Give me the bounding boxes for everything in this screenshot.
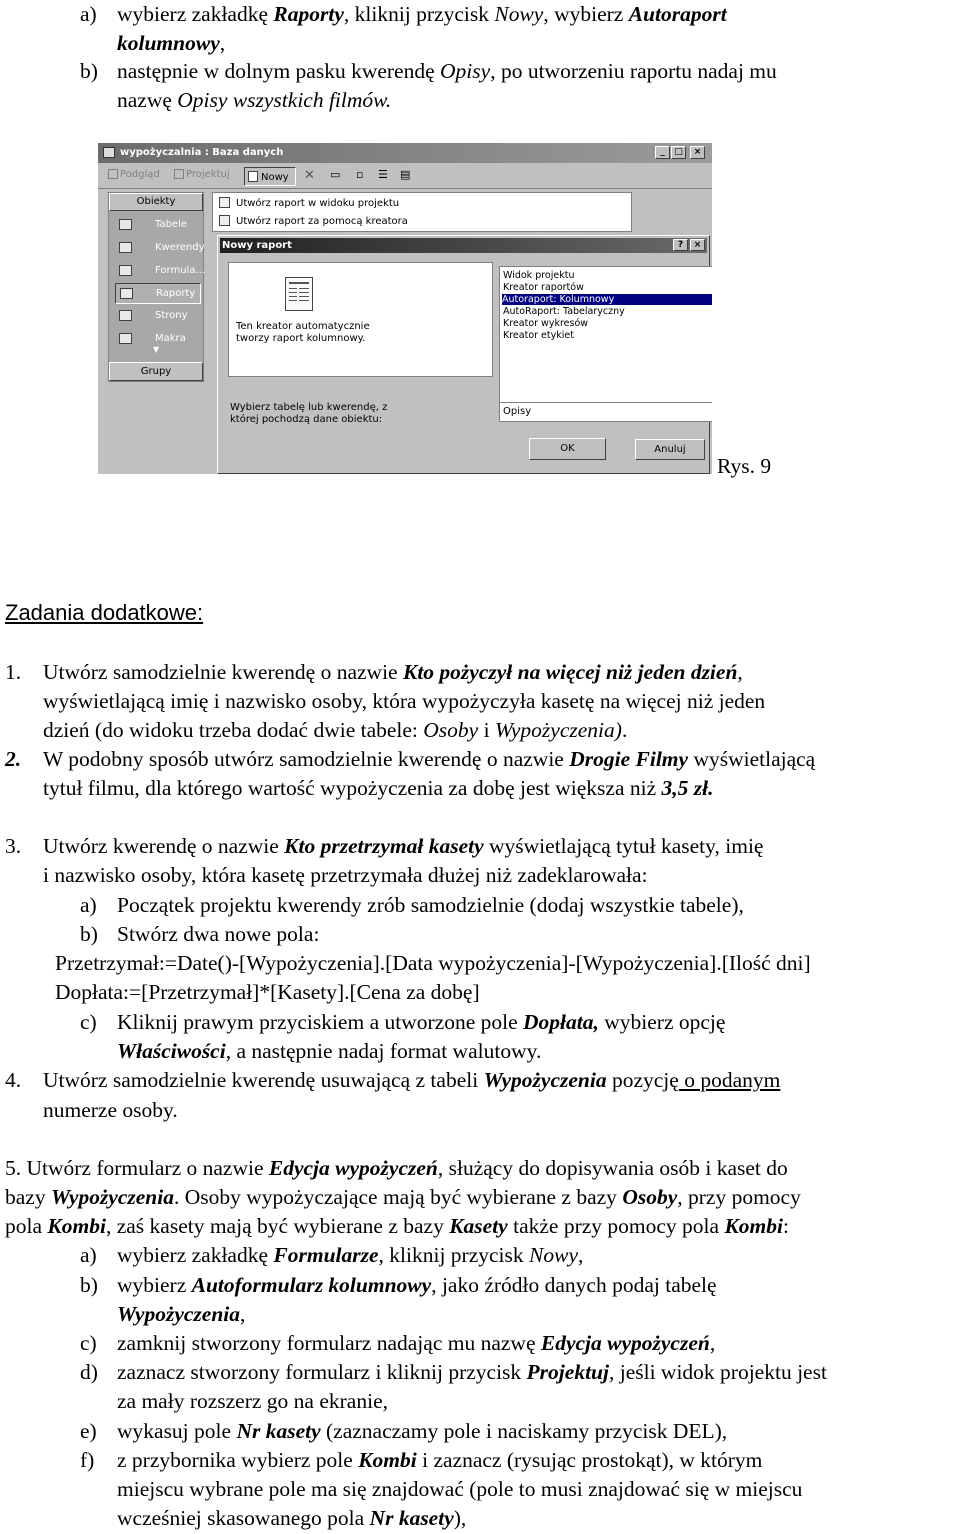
access-screenshot-figure (98, 143, 712, 474)
toolbar (98, 165, 712, 189)
details-view-icon[interactable]: ▤ (400, 168, 411, 181)
dialog-title: Nowy raport (222, 240, 292, 251)
delete-icon[interactable]: ✕ (304, 168, 315, 183)
wizard-description-2: tworzy raport kolumnowy. (236, 333, 366, 344)
groups-button[interactable]: Grupy (109, 362, 203, 381)
preview-icon (108, 169, 118, 179)
task5-e-text: wykasuj pole Nr kasety (zaznaczamy pole i naciskamy przycisk DEL), (117, 1419, 728, 1443)
task3-formula-2: Dopłata:=[Przetrzymał]*[Kasety].[Cena za dobę] (55, 980, 480, 1004)
ok-button[interactable]: OK (529, 438, 606, 460)
task2-line2: tytuł filmu, dla którego wartość wypożyczenia za dobę jest większa niż 3,5 zł. (43, 776, 714, 800)
task5-a-marker: a) (80, 1243, 97, 1267)
new-button[interactable]: Nowy (244, 167, 296, 186)
task4-line2: numerze osoby. (43, 1098, 178, 1122)
task4-number: 4. (5, 1068, 22, 1092)
task5-c-marker: c) (80, 1331, 97, 1355)
list-view-icon[interactable]: ☰ (378, 168, 388, 181)
task5-line2: bazy Wypożyczenia. Osoby wypożyczające mają być wybierane z bazy Osoby, przy pomocy (5, 1185, 801, 1209)
report-wizard-icon (219, 215, 230, 226)
page-icon (119, 310, 132, 321)
list-item[interactable]: Kreator raportów (503, 282, 584, 293)
task3-number: 3. (5, 834, 22, 858)
minimize-button[interactable]: _ (655, 146, 670, 159)
dialog-titlebar (220, 238, 707, 253)
task3-a-marker: a) (80, 893, 97, 917)
task5-f-text-3: wcześniej skasowanego pola Nr kasety), (117, 1506, 467, 1530)
task3-b-marker: b) (80, 922, 98, 946)
nav-item-forms[interactable]: Formula... (115, 261, 201, 282)
nav-item-reports[interactable]: Raporty (115, 283, 201, 304)
section-heading: Zadania dodatkowe: (5, 600, 204, 625)
cancel-button[interactable]: Anuluj (635, 439, 705, 460)
task3-a-text: Początek projektu kwerendy zrób samodzielnie (dodaj wszystkie tabele), (117, 893, 744, 917)
large-icons-icon[interactable]: ▭ (330, 168, 341, 181)
dialog-close-button[interactable]: × (690, 239, 705, 251)
figure-caption: Rys. 9 (717, 454, 772, 478)
objects-pane (108, 192, 204, 382)
design-icon (174, 169, 184, 179)
list-item[interactable]: Kreator wykresów (503, 318, 589, 329)
list-item[interactable]: Widok projektu (503, 270, 575, 281)
design-button[interactable]: Projektuj (174, 169, 230, 180)
table-icon (119, 219, 132, 230)
nav-item-queries[interactable]: Kwerendy (115, 238, 201, 259)
choose-source-label-2: której pochodzą dane obiektu: (230, 414, 383, 425)
nav-item-macros[interactable]: Makra (115, 329, 201, 350)
window-title: wypożyczalnia : Baza danych (120, 147, 284, 158)
report-preview-icon (285, 277, 313, 311)
preview-panel (228, 262, 493, 377)
preview-button[interactable]: Podgląd (108, 169, 160, 180)
new-icon (248, 171, 258, 182)
intro-b-text-2: nazwę Opisy wszystkich filmów. (117, 88, 392, 112)
list-item[interactable]: AutoRaport: Tabelaryczny (503, 306, 625, 317)
close-button[interactable]: × (690, 146, 705, 159)
window-titlebar (98, 143, 712, 163)
choose-source-label-1: Wybierz tabelę lub kwerendę, z (230, 402, 388, 413)
task1-line2: wyświetlającą imię i nazwisko osoby, która wypożyczyła kasetę na więcej niż jeden (43, 689, 766, 713)
macro-icon (119, 333, 132, 344)
shortcut-wizard[interactable]: Utwórz raport za pomocą kreatora (219, 215, 408, 227)
intro-a-text-2: kolumnowy, (117, 31, 226, 55)
help-button[interactable]: ? (673, 239, 688, 251)
task3-c-text: Kliknij prawym przyciskiem a utworzone pole Dopłata, wybierz opcję (117, 1010, 726, 1034)
task5-f-text: z przybornika wybierz pole Kombi i zaznacz (rysując prostokąt), w którym (117, 1448, 763, 1472)
task5-d-text-2: za mały rozszerz go na ekranie, (117, 1389, 388, 1413)
wizard-description-1: Ten kreator automatycznie (236, 321, 370, 332)
query-icon (119, 242, 132, 253)
task3-line2: i nazwisko osoby, która kasetę przetrzymała dłużej niż zadeklarowała: (43, 863, 648, 887)
task5-c-text: zamknij stworzony formularz nadając mu nazwę Edycja wypożyczeń, (117, 1331, 716, 1355)
list-item-selected[interactable]: Autoraport: Kolumnowy (502, 294, 712, 305)
task2-number: 2. (5, 747, 22, 771)
task5-d-marker: d) (80, 1360, 98, 1384)
intro-b-text: następnie w dolnym pasku kwerendę Opisy, po utworzeniu raportu nadaj mu (117, 59, 777, 83)
nav-item-tables[interactable]: Tabele (115, 215, 201, 236)
task5-b-marker: b) (80, 1273, 98, 1297)
task3-b-text: Stwórz dwa nowe pola: (117, 922, 320, 946)
intro-a-marker: a) (80, 2, 97, 26)
shortcuts-list (212, 192, 632, 232)
database-window-icon (103, 147, 115, 158)
source-combo[interactable]: Opisy (499, 402, 712, 422)
design-wizard-icon (219, 197, 230, 208)
intro-b-marker: b) (80, 59, 98, 83)
task5-d-text: zaznacz stworzony formularz i kliknij przycisk Projektuj, jeśli widok projektu jest (117, 1360, 827, 1384)
task5-b-text: wybierz Autoformularz kolumnowy, jako źródło danych podaj tabelę (117, 1273, 717, 1297)
maximize-button[interactable]: □ (671, 146, 686, 159)
task5-a-text: wybierz zakładkę Formularze, kliknij przycisk Nowy, (117, 1243, 584, 1267)
report-type-list (499, 266, 712, 403)
task5-f-marker: f) (80, 1448, 95, 1472)
report-icon (120, 288, 133, 299)
task4-line1: Utwórz samodzielnie kwerendę usuwającą z tabeli Wypożyczenia pozycję o podanym (43, 1068, 781, 1092)
small-icons-icon[interactable]: ▫ (356, 168, 364, 181)
shortcut-design-view[interactable]: Utwórz raport w widoku projektu (219, 197, 399, 209)
task2-line1: W podobny sposób utwórz samodzielnie kwerendę o nazwie Drogie Filmy wyświetlającą (43, 747, 816, 771)
task1-number: 1. (5, 660, 22, 684)
task3-formula-1: Przetrzymał:=Date()-[Wypożyczenia].[Data wypożyczenia]-[Wypożyczenia].[Ilość dni] (55, 951, 811, 975)
task5-line1: 5. Utwórz formularz o nazwie Edycja wypożyczeń, służący do dopisywania osób i kaset do (5, 1156, 788, 1180)
task5-b-text-2: Wypożyczenia, (117, 1302, 246, 1326)
task1-line3: dzień (do widoku trzeba dodać dwie tabele: Osoby i Wypożyczenia). (43, 718, 628, 742)
task1-line1: Utwórz samodzielnie kwerendę o nazwie Kto pożyczył na więcej niż jeden dzień, (43, 660, 743, 684)
task5-f-text-2: miejscu wybrane pole ma się znajdować (pole to musi znajdować się w miejscu (117, 1477, 803, 1501)
task3-c-text-2: Właściwości, a następnie nadaj format walutowy. (117, 1039, 542, 1063)
new-report-dialog (217, 235, 710, 474)
task5-e-marker: e) (80, 1419, 97, 1443)
task3-line1: Utwórz kwerendę o nazwie Kto przetrzymał kasety wyświetlającą tytuł kasety, imię (43, 834, 764, 858)
list-item[interactable]: Kreator etykiet (503, 330, 574, 341)
nav-item-pages[interactable]: Strony (115, 306, 201, 327)
objects-header[interactable]: Obiekty (109, 193, 203, 211)
form-icon (119, 265, 132, 276)
task5-line3: pola Kombi, zaś kasety mają być wybierane z bazy Kasety także przy pomocy pola Kombi: (5, 1214, 789, 1238)
intro-a-text: wybierz zakładkę Raporty, kliknij przycisk Nowy, wybierz Autoraport (117, 2, 727, 26)
task3-c-marker: c) (80, 1010, 97, 1034)
scroll-down-icon[interactable]: ▼ (153, 345, 160, 354)
